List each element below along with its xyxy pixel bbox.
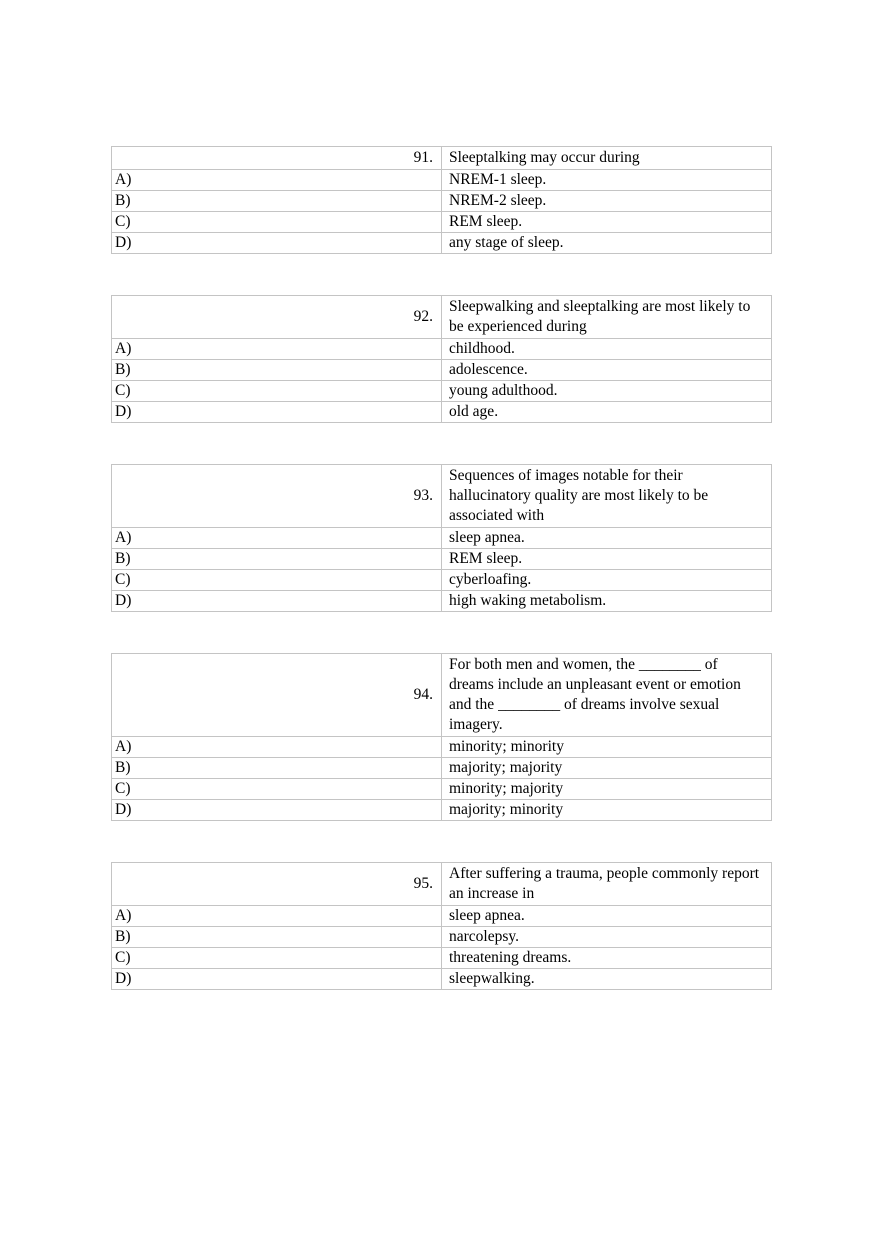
option-letter: D) xyxy=(112,969,442,990)
option-text: any stage of sleep. xyxy=(442,233,772,254)
option-text: sleep apnea. xyxy=(442,528,772,549)
option-text: minority; minority xyxy=(442,737,772,758)
option-text: minority; majority xyxy=(442,779,772,800)
option-text: REM sleep. xyxy=(442,549,772,570)
question-table xyxy=(111,146,772,254)
option-letter: B) xyxy=(112,360,442,381)
option-text: cyberloafing. xyxy=(442,570,772,591)
question-stem-row xyxy=(112,296,772,339)
option-row xyxy=(112,528,772,549)
option-letter: D) xyxy=(112,591,442,612)
option-text: REM sleep. xyxy=(442,212,772,233)
question-number: 94. xyxy=(112,654,442,737)
question-stem-row xyxy=(112,863,772,906)
option-letter: A) xyxy=(112,528,442,549)
option-text: NREM-1 sleep. xyxy=(442,170,772,191)
option-letter: A) xyxy=(112,170,442,191)
option-row xyxy=(112,549,772,570)
option-text: majority; majority xyxy=(442,758,772,779)
question-table xyxy=(111,862,772,990)
question-stem: Sleepwalking and sleeptalking are most likely to be experienced during xyxy=(442,296,772,339)
option-letter: A) xyxy=(112,339,442,360)
question-stem: Sleeptalking may occur during xyxy=(442,147,772,170)
option-row xyxy=(112,339,772,360)
option-text: sleep apnea. xyxy=(442,906,772,927)
option-letter: D) xyxy=(112,233,442,254)
option-letter: C) xyxy=(112,570,442,591)
option-text: threatening dreams. xyxy=(442,948,772,969)
question-stem: For both men and women, the ________ of dreams include an unpleasant event or emotion and the ________ of dreams involve sexual imagery. xyxy=(442,654,772,737)
option-text: majority; minority xyxy=(442,800,772,821)
option-letter: A) xyxy=(112,906,442,927)
option-letter: B) xyxy=(112,927,442,948)
option-row xyxy=(112,402,772,423)
option-text: young adulthood. xyxy=(442,381,772,402)
question-stem-row xyxy=(112,654,772,737)
option-row xyxy=(112,233,772,254)
option-row xyxy=(112,191,772,212)
option-letter: D) xyxy=(112,402,442,423)
option-row xyxy=(112,737,772,758)
question-table xyxy=(111,464,772,612)
option-row xyxy=(112,948,772,969)
option-row xyxy=(112,360,772,381)
option-row xyxy=(112,758,772,779)
option-letter: C) xyxy=(112,381,442,402)
option-letter: A) xyxy=(112,737,442,758)
question-stem-row xyxy=(112,465,772,528)
option-text: childhood. xyxy=(442,339,772,360)
option-letter: D) xyxy=(112,800,442,821)
option-row xyxy=(112,591,772,612)
option-letter: C) xyxy=(112,779,442,800)
option-letter: B) xyxy=(112,758,442,779)
option-row xyxy=(112,381,772,402)
option-row xyxy=(112,927,772,948)
question-number: 92. xyxy=(112,296,442,339)
option-text: old age. xyxy=(442,402,772,423)
option-row xyxy=(112,800,772,821)
option-text: high waking metabolism. xyxy=(442,591,772,612)
option-text: narcolepsy. xyxy=(442,927,772,948)
option-row xyxy=(112,779,772,800)
option-text: sleepwalking. xyxy=(442,969,772,990)
question-stem: After suffering a trauma, people commonly report an increase in xyxy=(442,863,772,906)
option-text: adolescence. xyxy=(442,360,772,381)
option-row xyxy=(112,969,772,990)
question-number: 93. xyxy=(112,465,442,528)
question-stem-row xyxy=(112,147,772,170)
option-row xyxy=(112,906,772,927)
option-text: NREM-2 sleep. xyxy=(442,191,772,212)
question-table xyxy=(111,295,772,423)
option-row xyxy=(112,570,772,591)
option-letter: C) xyxy=(112,948,442,969)
option-letter: C) xyxy=(112,212,442,233)
question-list xyxy=(111,146,771,1031)
option-row xyxy=(112,212,772,233)
question-table xyxy=(111,653,772,821)
option-letter: B) xyxy=(112,191,442,212)
option-letter: B) xyxy=(112,549,442,570)
option-row xyxy=(112,170,772,191)
question-stem: Sequences of images notable for their hallucinatory quality are most likely to be associated with xyxy=(442,465,772,528)
question-number: 91. xyxy=(112,147,442,170)
question-number: 95. xyxy=(112,863,442,906)
